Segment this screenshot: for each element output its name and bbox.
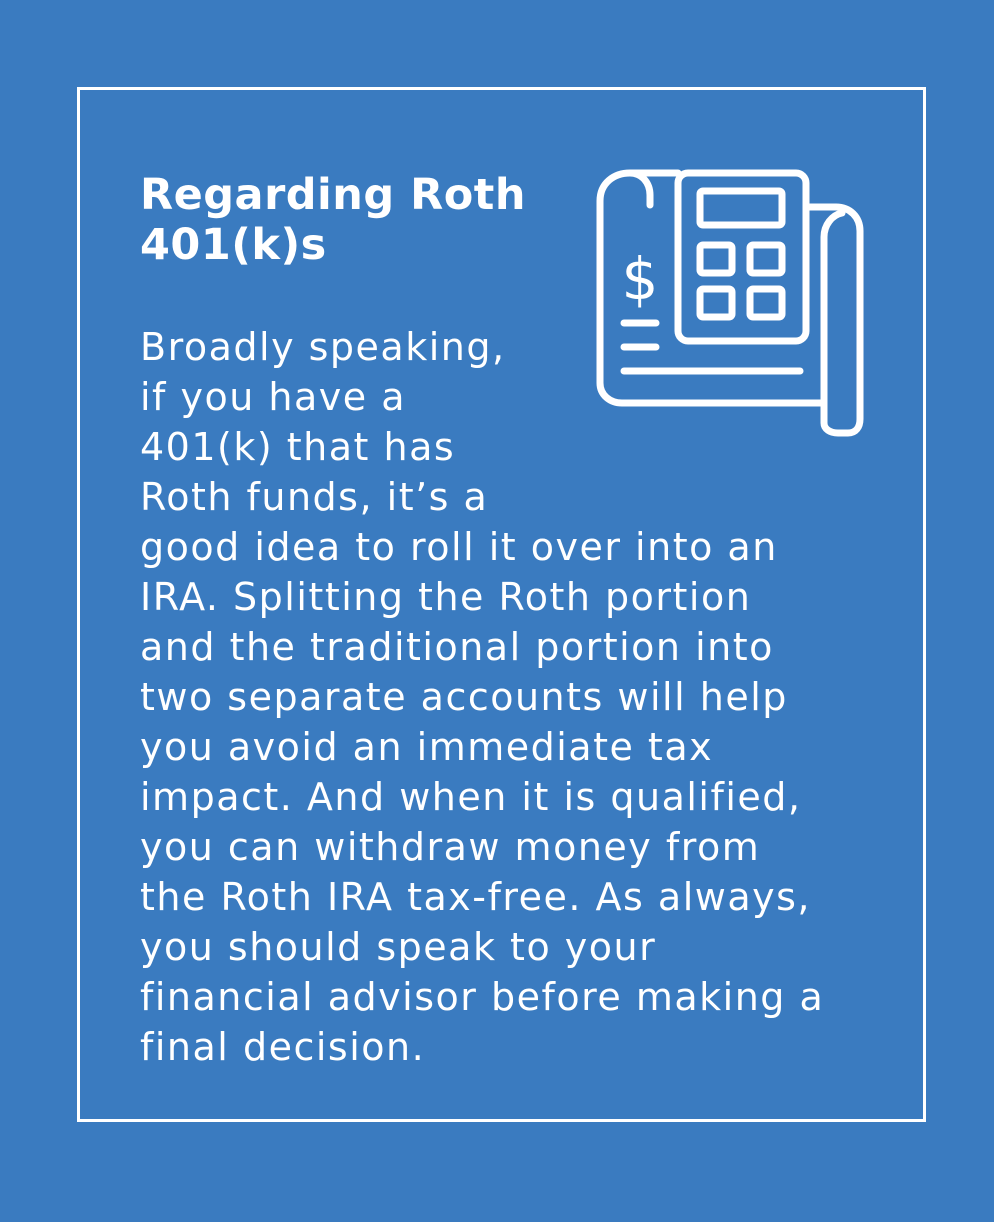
body-line: if you have a <box>140 375 407 419</box>
body-line: the Roth IRA tax-free. As always, <box>140 875 812 919</box>
body-line: and the traditional portion into <box>140 625 774 669</box>
body-line: Roth funds, it’s a <box>140 475 489 519</box>
body-line: 401(k) that has <box>140 425 456 469</box>
dollar-sign-glyph: $ <box>621 245 659 313</box>
body-line: financial advisor before making a <box>140 975 825 1019</box>
body-line: IRA. Splitting the Roth portion <box>140 575 752 619</box>
body-line: you can withdraw money from <box>140 825 761 869</box>
body-line: impact. And when it is qualified, <box>140 775 802 819</box>
body-line: you should speak to your <box>140 925 657 969</box>
body-line: good idea to roll it over into an <box>140 525 778 569</box>
card-body-text <box>140 322 860 1072</box>
card-title-line: 401(k)s <box>140 220 327 270</box>
body-line: Broadly speaking, <box>140 325 506 369</box>
body-line: final decision. <box>140 1025 426 1069</box>
body-line: two separate accounts will help <box>140 675 788 719</box>
card-title <box>140 170 560 270</box>
body-line: you avoid an immediate tax <box>140 725 714 769</box>
card-title-line: Regarding Roth <box>140 170 526 220</box>
